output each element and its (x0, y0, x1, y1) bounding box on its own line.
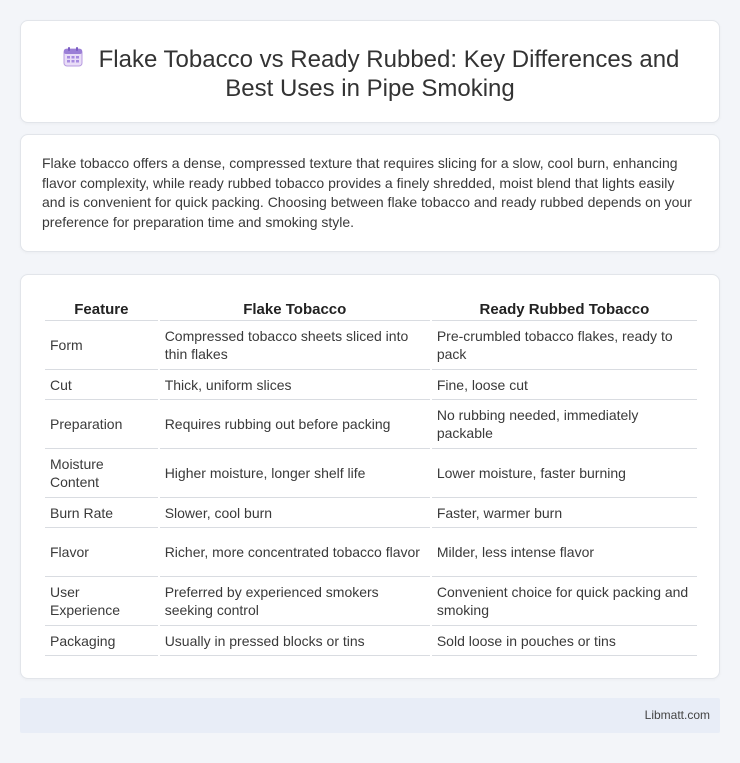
flake-cell: Compressed tobacco sheets sliced into thin flakes (160, 321, 430, 370)
flake-cell: Slower, cool burn (160, 498, 430, 528)
table-row (45, 370, 697, 400)
ready-rubbed-cell: Faster, warmer burn (432, 498, 697, 528)
header-feature: Feature (45, 295, 158, 321)
feature-cell: Packaging (45, 626, 158, 656)
ready-rubbed-cell: Pre-crumbled tobacco flakes, ready to pack (432, 321, 697, 370)
ready-rubbed-cell: No rubbing needed, immediately packable (432, 400, 697, 449)
intro-paragraph: Flake tobacco offers a dense, compressed texture that requires slicing for a slow, cool burn, enhancing flavor complexity, while ready rubbed tobacco provides a finely shredded, moist blend that lights easily and is convenient for quick packing. Choosing between flake tobacco and ready rubbed depends on your preference for preparation time and smoking style. (42, 155, 692, 230)
flake-cell: Usually in pressed blocks or tins (160, 626, 430, 656)
feature-cell: Cut (45, 370, 158, 400)
comparison-table (43, 295, 699, 656)
table-row (45, 528, 697, 577)
ready-rubbed-cell: Sold loose in pouches or tins (432, 626, 697, 656)
footer-site-link[interactable]: Libmatt.com (644, 708, 710, 722)
footer (20, 698, 720, 733)
ready-rubbed-cell: Convenient choice for quick packing and smoking (432, 577, 697, 626)
header-flake: Flake Tobacco (160, 295, 430, 321)
header-ready-rubbed: Ready Rubbed Tobacco (432, 295, 697, 321)
ready-rubbed-cell: Milder, less intense flavor (432, 528, 697, 577)
flake-cell: Thick, uniform slices (160, 370, 430, 400)
ready-rubbed-cell: Fine, loose cut (432, 370, 697, 400)
table-row (45, 577, 697, 626)
feature-cell: Burn Rate (45, 498, 158, 528)
flake-cell: Higher moisture, longer shelf life (160, 449, 430, 498)
table-row (45, 626, 697, 656)
page-title (21, 45, 719, 103)
feature-cell: Flavor (45, 528, 158, 577)
comparison-card (20, 274, 720, 679)
table-row (45, 498, 697, 528)
table-row (45, 449, 697, 498)
table-row (45, 400, 697, 449)
calendar-icon (61, 45, 85, 69)
table-row (45, 321, 697, 370)
ready-rubbed-cell: Lower moisture, faster burning (432, 449, 697, 498)
table-header-row (45, 295, 697, 321)
feature-cell: Preparation (45, 400, 158, 449)
flake-cell: Preferred by experienced smokers seeking control (160, 577, 430, 626)
intro-card (20, 134, 720, 252)
feature-cell: Moisture Content (45, 449, 158, 498)
title-line-2: Best Uses in Pipe Smoking (225, 75, 515, 102)
flake-cell: Richer, more concentrated tobacco flavor (160, 528, 430, 577)
title-card (20, 20, 720, 123)
flake-cell: Requires rubbing out before packing (160, 400, 430, 449)
feature-cell: User Experience (45, 577, 158, 626)
feature-cell: Form (45, 321, 158, 370)
title-line-1: Flake Tobacco vs Ready Rubbed: Key Differences and (98, 46, 680, 73)
